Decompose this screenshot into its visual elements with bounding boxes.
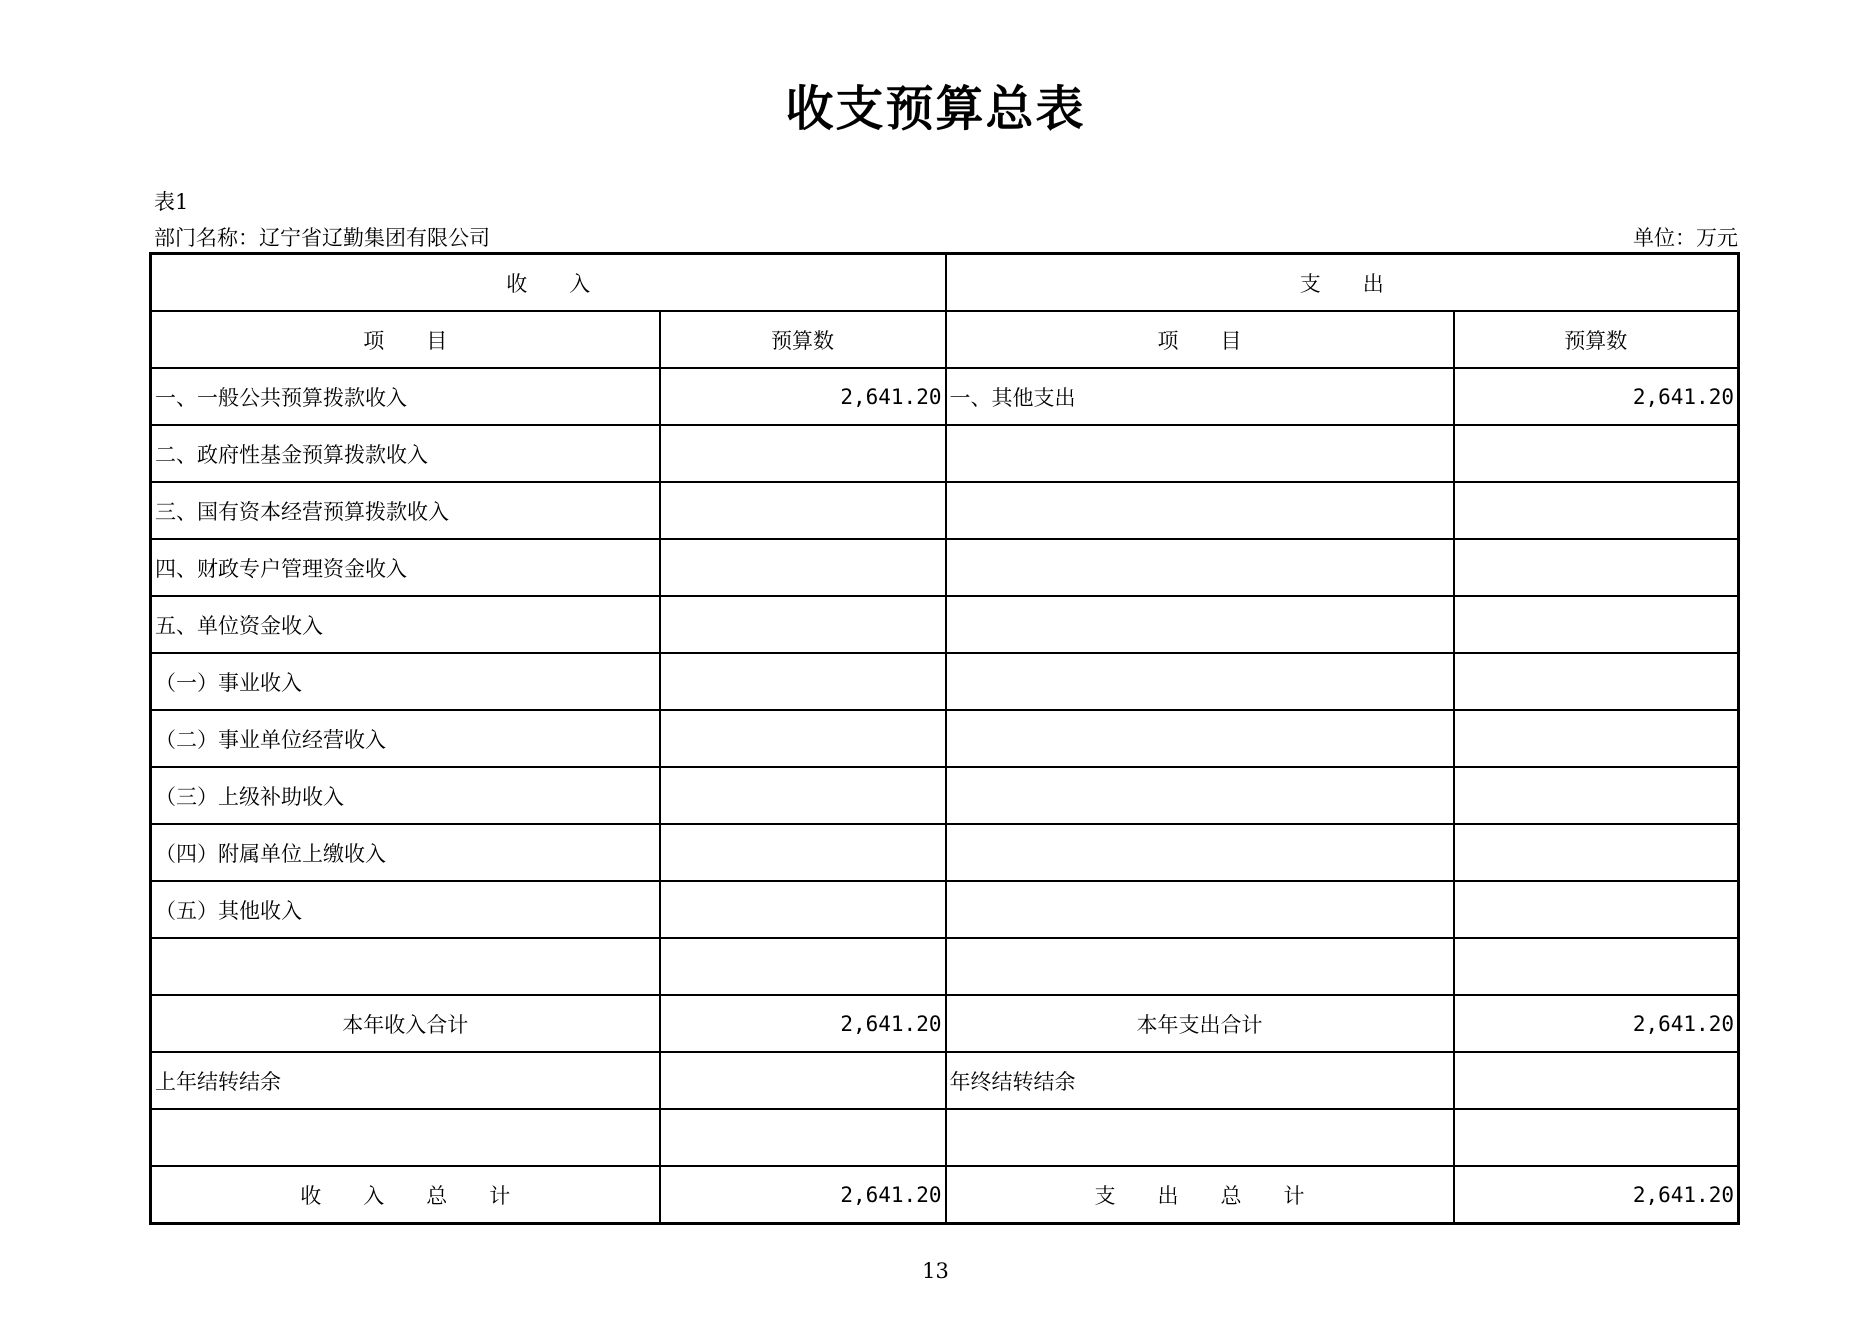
table-row	[151, 1109, 1739, 1166]
expense-item	[946, 767, 1454, 824]
expense-item	[946, 482, 1454, 539]
year-expense-total-label: 本年支出合计	[946, 995, 1454, 1052]
expense-item	[946, 425, 1454, 482]
column-header-row	[151, 311, 1739, 368]
expense-amount	[1454, 710, 1739, 767]
expense-grand-total-amount: 2,641.20	[1454, 1166, 1739, 1224]
grand-total-row	[151, 1166, 1739, 1224]
year-total-row	[151, 995, 1739, 1052]
expense-amount	[1454, 482, 1739, 539]
income-grand-total-label: 收 入 总 计	[151, 1166, 660, 1224]
year-expense-total-amount: 2,641.20	[1454, 995, 1739, 1052]
income-item: 一、一般公共预算拨款收入	[151, 368, 660, 425]
expense-item	[946, 881, 1454, 938]
expense-item	[946, 938, 1454, 995]
year-income-total-label: 本年收入合计	[151, 995, 660, 1052]
expense-item	[946, 653, 1454, 710]
blank-cell	[660, 1109, 946, 1166]
blank-cell	[946, 1109, 1454, 1166]
expense-item	[946, 824, 1454, 881]
unit-label: 单位：万元	[1633, 226, 1738, 250]
prior-year-carryover-amount	[660, 1052, 946, 1109]
expense-amount	[1454, 596, 1739, 653]
table-row	[151, 767, 1739, 824]
income-amount	[660, 767, 946, 824]
year-income-total-amount: 2,641.20	[660, 995, 946, 1052]
table-row	[151, 368, 1739, 425]
income-item: 五、单位资金收入	[151, 596, 660, 653]
income-amount	[660, 596, 946, 653]
income-item: （三）上级补助收入	[151, 767, 660, 824]
income-amount	[660, 482, 946, 539]
section-header-row	[151, 254, 1739, 312]
expense-item	[946, 539, 1454, 596]
income-item	[151, 938, 660, 995]
income-amount	[660, 653, 946, 710]
income-item: （二）事业单位经营收入	[151, 710, 660, 767]
expense-header: 支 出	[946, 254, 1739, 312]
year-end-carryover-amount	[1454, 1052, 1739, 1109]
page-number: 13	[922, 1259, 949, 1283]
expense-amount	[1454, 539, 1739, 596]
income-item: （一）事业收入	[151, 653, 660, 710]
blank-cell	[151, 1109, 660, 1166]
income-item: 三、国有资本经营预算拨款收入	[151, 482, 660, 539]
expense-amount	[1454, 425, 1739, 482]
expense-amount-header: 预算数	[1454, 311, 1739, 368]
page-title: 收支预算总表	[785, 81, 1086, 137]
table-row	[151, 824, 1739, 881]
table-row	[151, 710, 1739, 767]
table-number: 表1	[154, 190, 189, 214]
table-row	[151, 938, 1739, 995]
year-end-carryover-label: 年终结转结余	[946, 1052, 1454, 1109]
carry-over-row	[151, 1052, 1739, 1109]
income-amount	[660, 710, 946, 767]
expense-grand-total-label: 支 出 总 计	[946, 1166, 1454, 1224]
income-amount	[660, 425, 946, 482]
expense-amount	[1454, 824, 1739, 881]
income-amount-header: 预算数	[660, 311, 946, 368]
expense-item	[946, 710, 1454, 767]
expense-amount	[1454, 767, 1739, 824]
income-item: 四、财政专户管理资金收入	[151, 539, 660, 596]
expense-amount: 2,641.20	[1454, 368, 1739, 425]
income-amount	[660, 824, 946, 881]
table-row	[151, 425, 1739, 482]
income-item: （五）其他收入	[151, 881, 660, 938]
table-row	[151, 596, 1739, 653]
table-row	[151, 539, 1739, 596]
table-row	[151, 482, 1739, 539]
department-name: 部门名称：辽宁省辽勤集团有限公司	[154, 226, 490, 250]
income-amount	[660, 881, 946, 938]
income-item-header: 项 目	[151, 311, 660, 368]
expense-item: 一、其他支出	[946, 368, 1454, 425]
table-row	[151, 881, 1739, 938]
table-row	[151, 653, 1739, 710]
income-amount	[660, 938, 946, 995]
income-header: 收 入	[151, 254, 946, 312]
expense-item-header: 项 目	[946, 311, 1454, 368]
income-grand-total-amount: 2,641.20	[660, 1166, 946, 1224]
budget-table	[149, 252, 1740, 1225]
expense-amount	[1454, 881, 1739, 938]
income-item: 二、政府性基金预算拨款收入	[151, 425, 660, 482]
prior-year-carryover-label: 上年结转结余	[151, 1052, 660, 1109]
blank-cell	[1454, 1109, 1739, 1166]
expense-amount	[1454, 938, 1739, 995]
income-amount: 2,641.20	[660, 368, 946, 425]
expense-item	[946, 596, 1454, 653]
income-item: （四）附属单位上缴收入	[151, 824, 660, 881]
expense-amount	[1454, 653, 1739, 710]
income-amount	[660, 539, 946, 596]
